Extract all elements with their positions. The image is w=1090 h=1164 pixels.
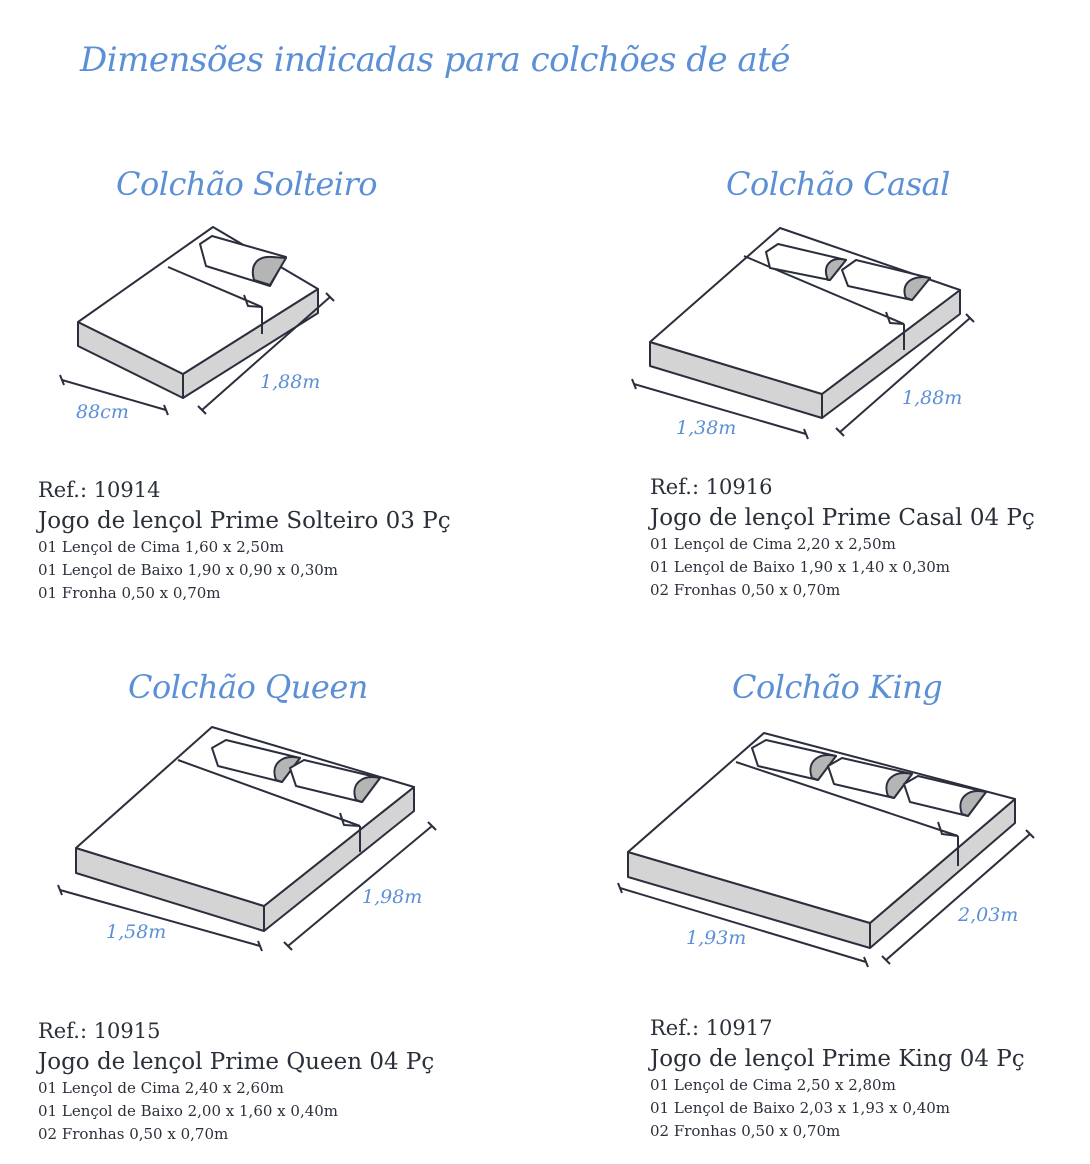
product-item: 01 Lençol de Cima 2,40 x 2,60m bbox=[38, 1079, 284, 1097]
mattress-title-queen: Colchão Queen bbox=[128, 668, 368, 706]
product-item: 02 Fronhas 0,50 x 0,70m bbox=[650, 1122, 841, 1140]
width-label-queen: 1,58m bbox=[106, 921, 167, 943]
width-label-casal: 1,38m bbox=[676, 417, 737, 439]
product-item: 01 Lençol de Baixo 1,90 x 0,90 x 0,30m bbox=[38, 561, 339, 579]
width-label-king: 1,93m bbox=[686, 927, 747, 949]
product-item: 01 Lençol de Cima 2,20 x 2,50m bbox=[650, 535, 896, 553]
mattress-title-solteiro: Colchão Solteiro bbox=[116, 165, 378, 203]
product-name: Jogo de lençol Prime King 04 Pç bbox=[650, 1046, 1025, 1072]
width-label-solteiro: 88cm bbox=[76, 401, 129, 423]
product-item: 01 Lençol de Cima 2,50 x 2,80m bbox=[650, 1076, 896, 1094]
product-item: 01 Lençol de Cima 1,60 x 2,50m bbox=[38, 538, 284, 556]
length-label-queen: 1,98m bbox=[362, 886, 423, 908]
mattress-title-casal: Colchão Casal bbox=[726, 165, 950, 203]
page-heading: Dimensões indicadas para colchões de até bbox=[80, 40, 790, 80]
product-info-king bbox=[650, 1016, 1025, 1143]
length-label-king: 2,03m bbox=[958, 904, 1019, 926]
product-name: Jogo de lençol Prime Solteiro 03 Pç bbox=[38, 508, 451, 534]
product-item: 01 Lençol de Baixo 2,00 x 1,60 x 0,40m bbox=[38, 1102, 339, 1120]
length-label-casal: 1,88m bbox=[902, 387, 963, 409]
product-ref: Ref.: 10915 bbox=[38, 1019, 161, 1043]
product-item: 01 Fronha 0,50 x 0,70m bbox=[38, 584, 221, 602]
product-ref: Ref.: 10917 bbox=[650, 1016, 773, 1040]
mattress-title-king: Colchão King bbox=[732, 668, 943, 706]
product-name: Jogo de lençol Prime Queen 04 Pç bbox=[38, 1049, 435, 1075]
product-item: 02 Fronhas 0,50 x 0,70m bbox=[38, 1125, 229, 1143]
product-ref: Ref.: 10914 bbox=[38, 478, 161, 502]
product-ref: Ref.: 10916 bbox=[650, 475, 773, 499]
product-item: 01 Lençol de Baixo 2,03 x 1,93 x 0,40m bbox=[650, 1099, 951, 1117]
length-label-solteiro: 1,88m bbox=[260, 371, 321, 393]
product-item: 01 Lençol de Baixo 1,90 x 1,40 x 0,30m bbox=[650, 558, 951, 576]
product-item: 02 Fronhas 0,50 x 0,70m bbox=[650, 581, 841, 599]
product-name: Jogo de lençol Prime Casal 04 Pç bbox=[650, 505, 1035, 531]
